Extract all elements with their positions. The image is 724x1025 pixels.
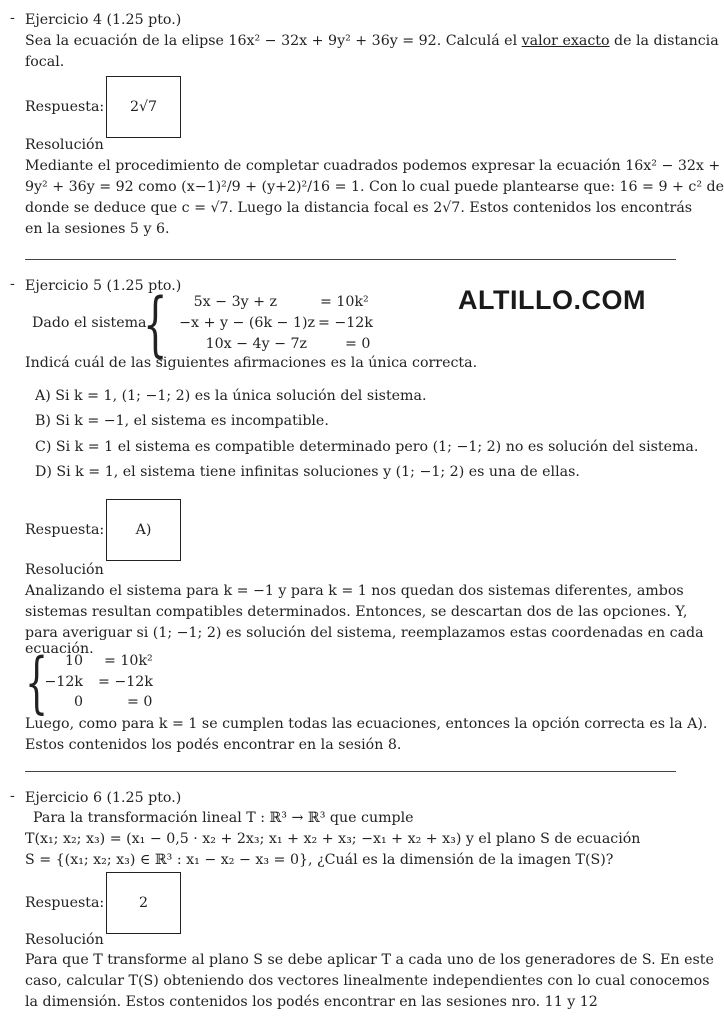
resolution-line: para averiguar si (1; −1; 2) es solución del sistema, reemplazamos estas coordenadas en cada (25, 625, 704, 641)
check-row-rhs: = 0 (127, 694, 153, 710)
answer-value: 2 (138, 895, 149, 911)
resolution-line: caso, calcular T(S) obteniendo dos vectores linealmente independientes con lo cual conocemos (25, 973, 710, 989)
system-row-lhs: 10x − 4y − 7z (205, 336, 307, 352)
resolution-line: la dimensión. Estos contenidos los podés encontrar en las sesiones nro. 11 y 12 (25, 994, 598, 1010)
resolution-title: Resolución (25, 562, 104, 578)
system-row-rhs: = −12k (318, 315, 373, 331)
system-row-lhs: 5x − 3y + z (193, 294, 277, 310)
check-row-lhs: 10 (64, 653, 83, 669)
answer-label: Respuesta: (25, 895, 105, 911)
closing-line: Estos contenidos los podés encontrar en la sesión 8. (25, 737, 402, 753)
system-label: Dado el sistema (32, 315, 147, 331)
resolution-line: 9y² + 36y = 92 como (x−1)²/9 + (y+2)²/16 = 1. Con lo cual puede plantearse que: 16 = 9 + c² de (25, 179, 724, 195)
answer-value: A) (135, 522, 152, 538)
resolution-line: sistemas resultan compatibles determinados. Entonces, se descartan dos de las opciones. Y, (25, 604, 688, 620)
exercise-5-prompt: Indicá cuál de las siguientes afirmaciones es la única correcta. (25, 355, 478, 371)
resolution-line: ecuación. (25, 641, 94, 657)
exercise-4-statement: Sea la ecuación de la elipse 16x² − 32x + 9y² + 36y = 92. Calculá el valor exacto de la distancia (25, 33, 719, 49)
option-c: C) Si k = 1 el sistema es compatible determinado pero (1; −1; 2) no es solución del sistema. (35, 439, 699, 455)
check-row-rhs: = 10k² (104, 653, 153, 669)
watermark-logo: ALTILLO.COM (458, 285, 646, 315)
check-row-lhs: −12k (44, 674, 83, 690)
resolution-title: Resolución (25, 137, 104, 153)
bullet-dash: - (10, 788, 15, 804)
section-divider (25, 771, 676, 772)
exercise-5-header: Ejercicio 5 (1.25 pto.) (25, 278, 182, 294)
answer-box (106, 872, 181, 934)
bullet-dash: - (10, 10, 15, 26)
exercise-6-statement: Para la transformación lineal T : ℝ³ → ℝ³ que cumple (33, 810, 414, 826)
exercise-4-statement-cont: focal. (25, 54, 65, 70)
option-d: D) Si k = 1, el sistema tiene infinitas soluciones y (1; −1; 2) es una de ellas. (35, 464, 580, 480)
system-brace: { (143, 283, 168, 365)
option-b: B) Si k = −1, el sistema es incompatible. (35, 413, 329, 429)
exercise-6-statement: T(x₁; x₂; x₃) = (x₁ − 0,5 · x₂ + 2x₃; x₁ + x₂ + x₃; −x₁ + x₂ + x₃) y el plano S de ecuación (25, 831, 641, 847)
bullet-dash: - (10, 276, 15, 292)
resolution-title: Resolución (25, 932, 104, 948)
exercise-4-header: Ejercicio 4 (1.25 pto.) (25, 12, 182, 28)
underlined-term: valor exacto (521, 33, 610, 49)
system-row-rhs: = 0 (345, 336, 371, 352)
answer-value: 2√7 (129, 99, 158, 115)
exercise-6-header: Ejercicio 6 (1.25 pto.) (25, 790, 182, 806)
exercise-6-statement: S = {(x₁; x₂; x₃) ∈ ℝ³ : x₁ − x₂ − x₃ = 0}, ¿Cuál es la dimensión de la imagen T(S)? (25, 852, 614, 868)
section-divider (25, 259, 676, 260)
resolution-line: Para que T transforme al plano S se debe aplicar T a cada uno de los generadores de S. En este (25, 952, 714, 968)
answer-box (106, 499, 181, 561)
resolution-line: donde se deduce que c = √7. Luego la distancia focal es 2√7. Estos contenidos los encontrás (25, 200, 693, 216)
answer-label: Respuesta: (25, 522, 105, 538)
answer-box (106, 76, 181, 138)
system-row-rhs: = 10k² (320, 294, 369, 310)
answer-label: Respuesta: (25, 99, 105, 115)
resolution-line: en la sesiones 5 y 6. (25, 221, 170, 237)
resolution-line: Mediante el procedimiento de completar cuadrados podemos expresar la ecuación 16x² − 32x + (25, 158, 721, 174)
check-brace: { (25, 644, 49, 721)
closing-line: Luego, como para k = 1 se cumplen todas las ecuaciones, entonces la opción correcta es la A). (25, 716, 708, 732)
system-row-lhs: −x + y − (6k − 1)z (179, 315, 315, 331)
resolution-line: Analizando el sistema para k = −1 y para k = 1 nos quedan dos sistemas diferentes, ambos (25, 583, 684, 599)
check-row-rhs: = −12k (98, 674, 153, 690)
option-a: A) Si k = 1, (1; −1; 2) es la única solución del sistema. (35, 388, 427, 404)
check-row-lhs: 0 (73, 694, 83, 710)
